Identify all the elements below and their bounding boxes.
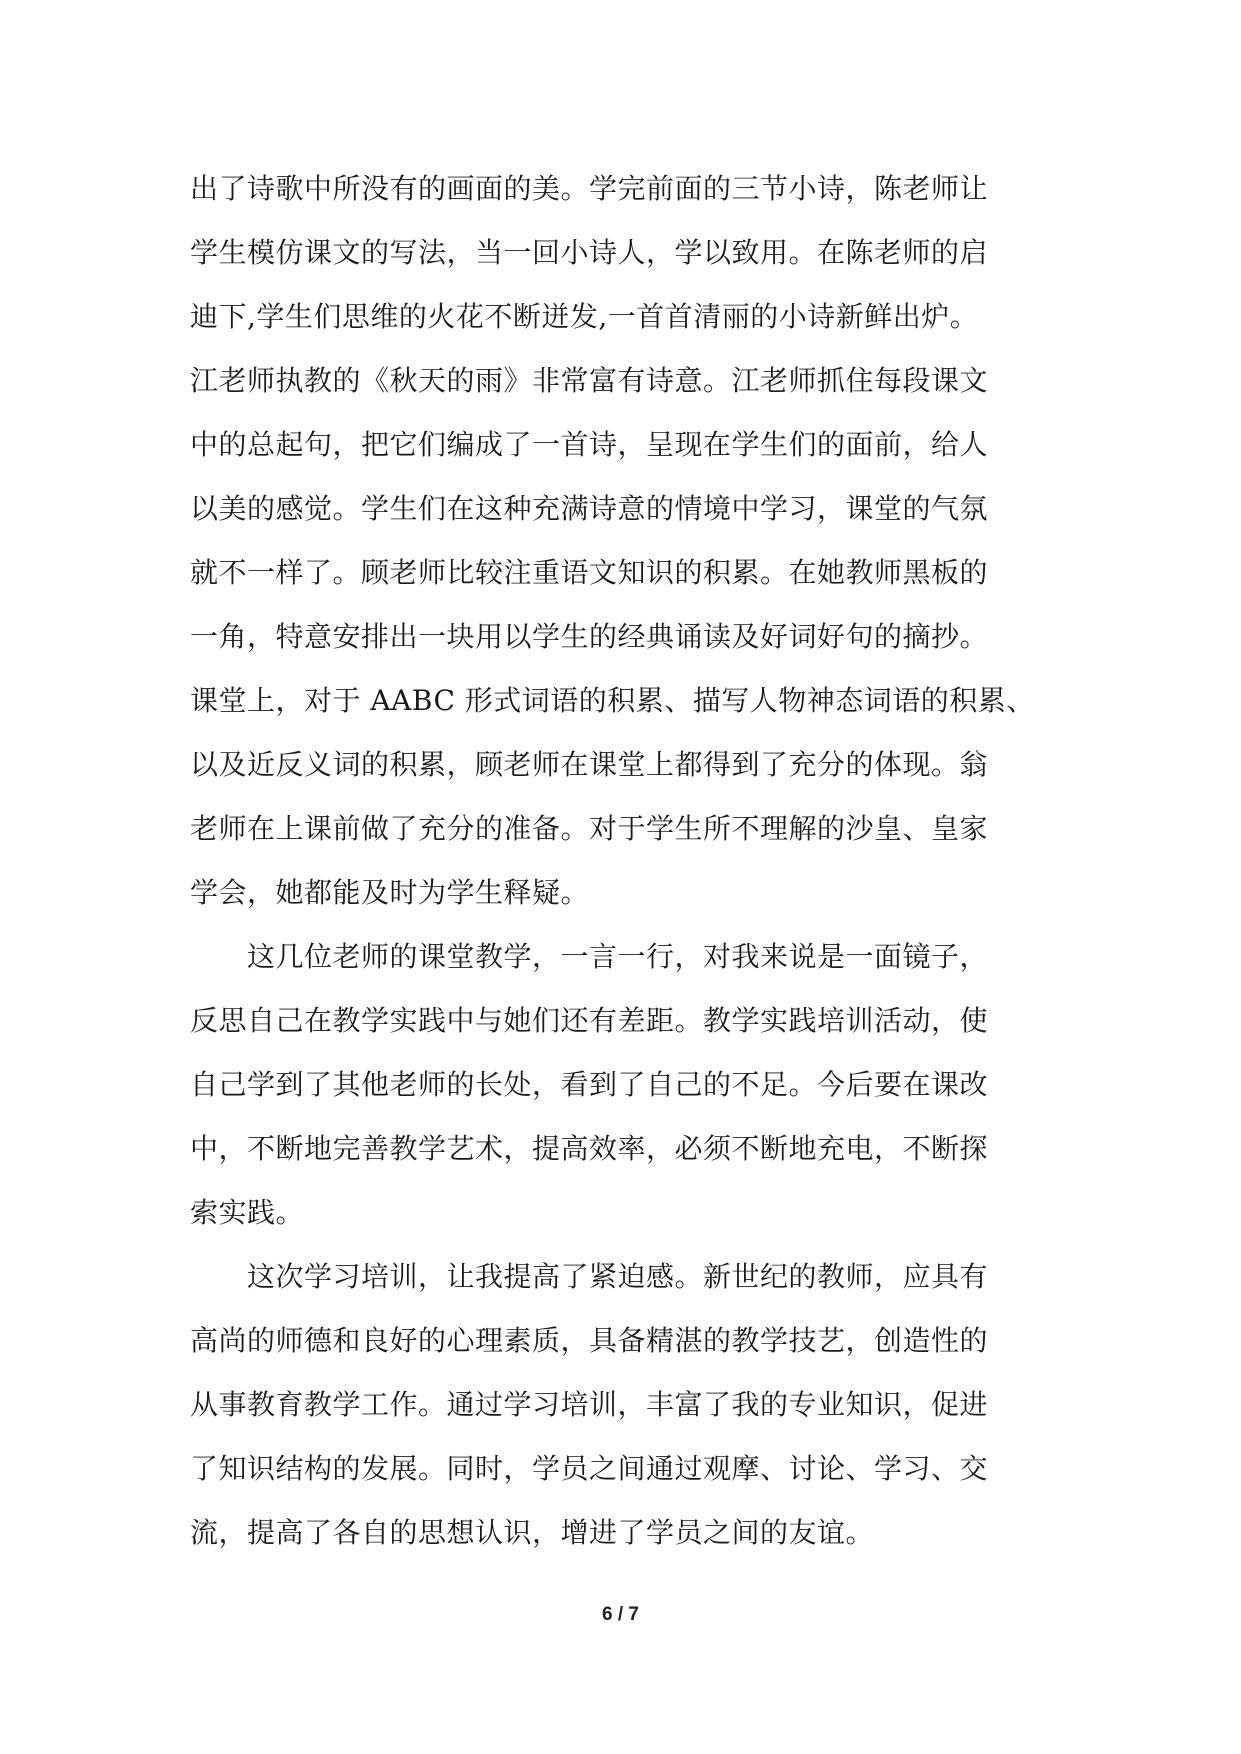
text-line: 学生模仿课文的写法，当一回小诗人，学以致用。在陈老师的启 <box>190 236 989 269</box>
text-line: 从事教育教学工作。通过学习培训，丰富了我的专业知识，促进 <box>190 1388 989 1421</box>
text-line: 就不一样了。顾老师比较注重语文知识的积累。在她教师黑板的 <box>190 556 989 589</box>
text-line: 了知识结构的发展。同时，学员之间通过观摩、讨论、学习、交 <box>190 1452 989 1485</box>
text-line: 高尚的师德和良好的心理素质，具备精湛的教学技艺，创造性的 <box>190 1324 989 1357</box>
text-line: 学会，她都能及时为学生释疑。 <box>190 876 590 909</box>
text-line: 课堂上，对于 AABC 形式词语的积累、描写人物神态词语的积累、 <box>190 684 1035 717</box>
text-line: 出了诗歌中所没有的画面的美。学完前面的三节小诗，陈老师让 <box>190 172 989 205</box>
text-line: 反思自己在教学实践中与她们还有差距。教学实践培训活动，使 <box>190 1004 989 1037</box>
text-line: 中，不断地完善教学艺术，提高效率，必须不断地充电，不断探 <box>190 1132 989 1165</box>
text-line: 这次学习培训，让我提高了紧迫感。新世纪的教师，应具有 <box>190 1260 989 1293</box>
text-line: 中的总起句，把它们编成了一首诗，呈现在学生们的面前，给人 <box>190 428 989 461</box>
text-line: 自己学到了其他老师的长处，看到了自己的不足。今后要在课改 <box>190 1068 989 1101</box>
text-line: 一角，特意安排出一块用以学生的经典诵读及好词好句的摘抄。 <box>190 620 989 653</box>
text-line: 迪下,学生们思维的火花不断迸发,一首首清丽的小诗新鲜出炉。 <box>190 300 979 333</box>
text-line: 这几位老师的课堂教学，一言一行，对我来说是一面镜子， <box>190 940 989 973</box>
page-number: 6 / 7 <box>602 1604 639 1625</box>
text-line: 江老师执教的《秋天的雨》非常富有诗意。江老师抓住每段课文 <box>190 364 989 397</box>
text-line: 以及近反义词的积累，顾老师在课堂上都得到了充分的体现。翁 <box>190 748 989 781</box>
text-line: 流，提高了各自的思想认识，增进了学员之间的友谊。 <box>190 1516 875 1549</box>
text-line: 索实践。 <box>190 1196 305 1229</box>
text-line: 老师在上课前做了充分的准备。对于学生所不理解的沙皇、皇家 <box>190 812 989 845</box>
document-body <box>190 157 1060 1565</box>
text-line: 以美的感觉。学生们在这种充满诗意的情境中学习，课堂的气氛 <box>190 492 989 525</box>
